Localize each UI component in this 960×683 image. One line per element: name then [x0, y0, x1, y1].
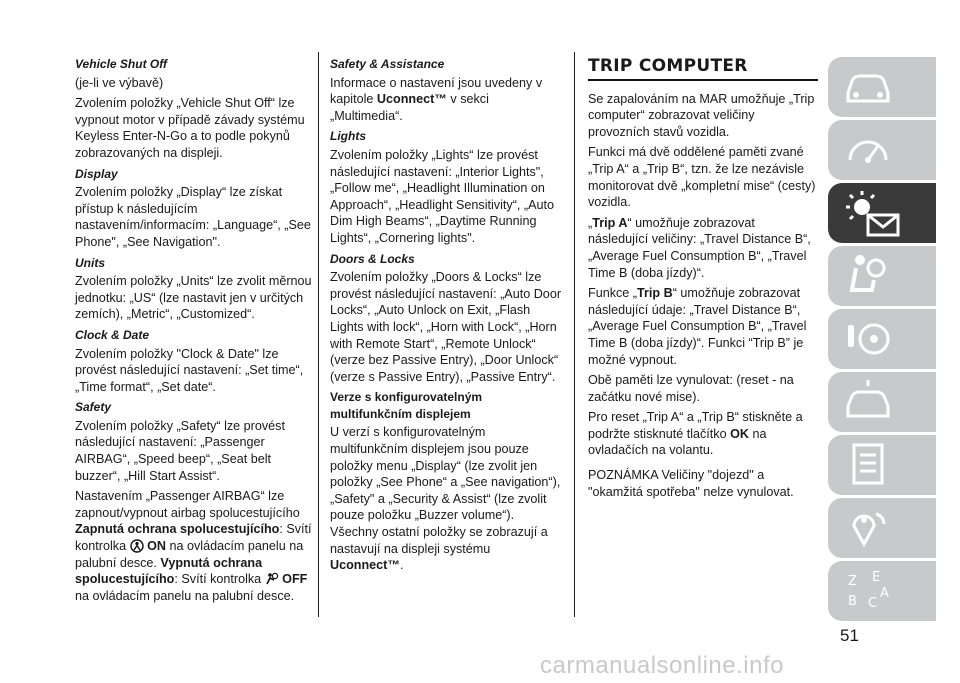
paragraph: Zvolením položky „Safety“ lze provést následující nastavení: „Passenger AIRBAG“, „Speed beep“, „Seat belt buzzer“, „Hill Start Assist“.: [75, 418, 285, 483]
heading-safety: Safety: [75, 400, 112, 415]
section-title: TRIP COMPUTER: [588, 58, 818, 81]
paragraph: Funkci má dvě oddělené paměti zvané „Trip A“ a „Trip B“, tzn. že lze nezávisle monitorovat dvě „kompletní mise“ (cesty) vozidla.: [588, 145, 816, 210]
page-number: 51: [840, 626, 859, 645]
svg-text:A: A: [880, 586, 889, 601]
checklist-icon: [842, 441, 894, 487]
tab-multimedia[interactable]: [828, 498, 936, 558]
paragraph: POZNÁMKA Veličiny "dojezd" a "okamžitá spotřeba" nelze vynulovat.: [588, 468, 794, 499]
text: na ovládacím panelu na palubní desce.: [75, 539, 304, 570]
paragraph: [330, 75, 562, 125]
column-divider: [574, 52, 575, 617]
paragraph-airbag: [75, 488, 313, 604]
svg-text:E: E: [872, 570, 881, 585]
paragraph: Zvolením položky „Vehicle Shut Off“ lze vypnout motor v případě závady systému Keyless Enter-N-Go a to podle pokynů zobrazovaných na displeji.: [75, 96, 305, 160]
svg-text:Z: Z: [848, 574, 857, 589]
heading-configurable-display: Verze s konfigurovatelným multifunkčním displejem: [330, 390, 483, 421]
steering-wheel-icon: [842, 315, 894, 361]
bold-text: Trip A: [592, 215, 628, 230]
text: „: [588, 215, 593, 230]
paragraph: Zvolením položky „Units“ lze zvolit měrnou jednotku: „US“ (lze nastavit jen v určitých zemích), „Metric“, „Customized“.: [75, 274, 312, 322]
tab-vehicle[interactable]: [828, 57, 936, 117]
paragraph: Zvolením položky „Display“ lze získat přístup k následujícím nastavením/informacím: „Language“, „See Phone", „See Navigation".: [75, 185, 311, 249]
heading-vehicle-shut-off: Vehicle Shut Off: [75, 57, 168, 71]
paragraph: Zvolením položky „Lights“ lze provést následující nastavení: „Interior Lights", „Follow me“, „Headlight Illumination on Approach“, „Headlight Sensitivity“, „Auto Dim High Beams“, „Daytime Running Lights“, „Cornering lights".: [330, 147, 554, 245]
text: “ umožňuje zobrazovat následující údaje: „Travel Distance B“, „Average Fuel Consumption B“, „Travel Time B (doba jízdy)“. Funkci “Trip B” je možné vypnout.: [588, 286, 807, 367]
tab-safety[interactable]: [828, 246, 936, 306]
svg-text:B: B: [848, 594, 857, 609]
column-3: [588, 58, 818, 504]
warning-light-message-icon: [842, 189, 906, 241]
text: Pro reset „Trip A“ a „Trip B“ stiskněte a podržte stisknuté tlačítko: [588, 410, 803, 441]
bold-text: Vypnutá ochrana spolucestujícího: [75, 555, 263, 587]
tab-index[interactable]: [828, 561, 936, 621]
tab-starting-driving[interactable]: [828, 309, 936, 369]
paragraph: Obě paměti lze vynulovat: (reset - na začátku nové mise).: [588, 373, 794, 404]
text: v sekci „Multimedia“.: [330, 92, 489, 123]
paragraph: (je-li ve výbavě): [75, 75, 164, 90]
column-divider: [318, 52, 319, 617]
bold-text: Uconnect™: [330, 558, 400, 573]
paragraph: [588, 215, 818, 281]
paragraph: Zvolením položky „Doors & Locks“ lze provést následující nastavení: „Auto Door Locks“, „Auto Unlock on Exit, „Flash Lights with lock“, „Horn with Lock“, „Horn with Remote Start“, „Remote Unlock“ (verze bez Passive Entry), „Door Unlock“ (verze s Passive Entry), „Passive Entry“.: [330, 270, 562, 384]
watermark: carmanualsonline.info: [540, 652, 784, 679]
bold-text: ON: [147, 539, 166, 554]
heading-safety-assistance: Safety & Assistance: [330, 57, 445, 71]
heading-doors-locks: Doors & Locks: [330, 251, 415, 266]
svg-text:C: C: [868, 596, 878, 611]
tab-dashboard[interactable]: [828, 120, 936, 180]
bold-text: OK: [730, 426, 749, 441]
text: na ovladačích na volantu.: [588, 426, 767, 458]
bold-text: Zapnutá ochrana spolucestujícího: [75, 522, 280, 537]
tab-emergency[interactable]: [828, 372, 936, 432]
tab-maintenance[interactable]: [828, 435, 936, 495]
heading-clock-date: Clock & Date: [75, 327, 150, 342]
text: : Svítí kontrolka: [75, 522, 312, 554]
text: Nastavením „Passenger AIRBAG“ lze zapnout/vypnout airbag spolucestujícího: [75, 489, 300, 520]
paragraph: Zvolením položky "Clock & Date" lze provést následující nastavení: „Set time“, „Time format“, „Set date“.: [75, 346, 304, 394]
bold-text: Trip B: [637, 286, 673, 301]
text: Informace o nastavení jsou uvedeny v kapitole: [330, 75, 543, 107]
text: : Svítí kontrolka: [174, 572, 262, 587]
heading-units: Units: [75, 255, 105, 270]
car-icon: [842, 63, 894, 109]
text: na ovládacím panelu na palubní desce.: [75, 588, 295, 603]
airbag-off-icon: [265, 572, 279, 586]
navigation-pin-icon: [842, 504, 894, 550]
paragraph: [330, 424, 562, 573]
heading-display: Display: [75, 166, 118, 181]
paragraph: [588, 409, 818, 459]
column-2: [330, 52, 562, 578]
alphabet-index-icon: [842, 567, 894, 613]
bold-text: Uconnect™: [376, 92, 447, 107]
column-1: [75, 52, 313, 608]
bold-text: OFF: [282, 572, 308, 587]
gauge-icon: [842, 126, 894, 172]
tab-warning-lights[interactable]: [828, 183, 936, 243]
airbag-on-icon: [130, 539, 144, 553]
car-emergency-icon: [842, 378, 894, 424]
text: Funkce „: [588, 286, 637, 301]
paragraph: Se zapalováním na MAR umožňuje „Trip computer“ zobrazovat veličiny provozních stavů vozidla.: [588, 91, 815, 139]
text: .: [399, 558, 404, 573]
text: U verzí s konfigurovatelným multifunkčním displejem jsou pouze položky menu „Display“ (lze zvolit jen položky „See Phone“ a „See navigation“), „Safety" a „Security & Assist“ (lze zvolit pouze položku „Buzzer volume“). Všechny ostatní položky se zobrazují a nastavují na displeji systému: [330, 425, 561, 556]
paragraph: [588, 285, 818, 368]
text: “ umožňuje zobrazovat následující veličiny: „Travel Distance B“, „Average Fuel Consumption B“, „Travel Time B (doba jízdy)“.: [588, 215, 811, 280]
heading-lights: Lights: [330, 129, 366, 144]
airbag-icon: [842, 252, 894, 298]
